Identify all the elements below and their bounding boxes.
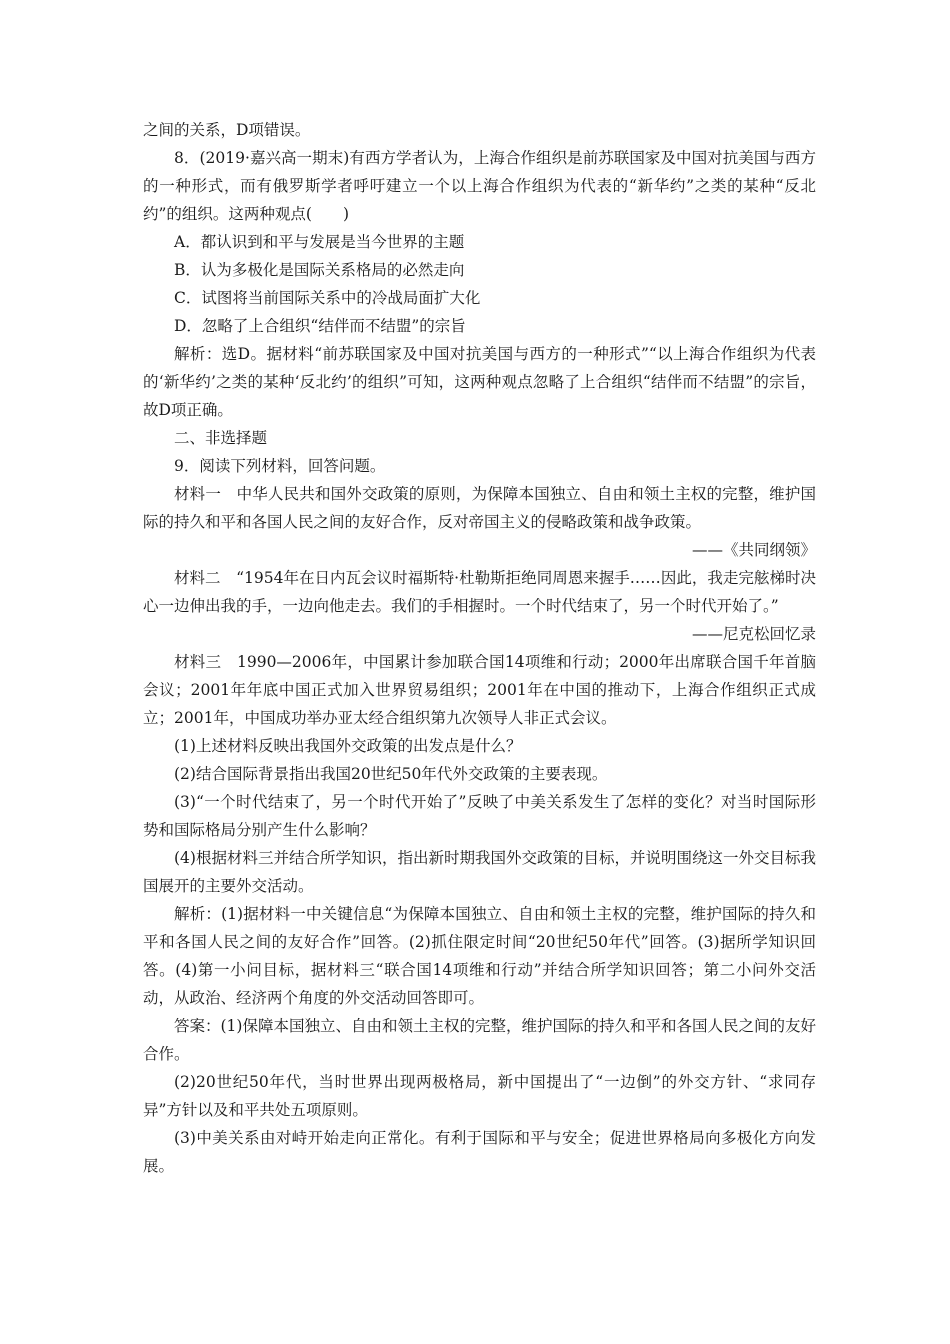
answer-2: (2)20世纪50年代，当时世界出现两极格局，新中国提出了“一边倒”的外交方针、“求同存异”方针以及和平共处五项原则。 xyxy=(143,1073,816,1119)
material-2-source: ——尼克松回忆录 xyxy=(691,625,816,643)
material-1-source: ——《共同纲领》 xyxy=(691,541,816,559)
question-9-stem: 9．阅读下列材料，回答问题。 xyxy=(174,457,386,475)
question-8-stem: 8．(2019·嘉兴高一期末)有西方学者认为，上海合作组织是前苏联国家及中国对抗美国与西方的一种形式，而有俄罗斯学者呼吁建立一个以上海合作组织为代表的“新华约”之类的某种“反北约”的组织。这两种观点( ) xyxy=(143,149,816,223)
material-3: 材料三 1990—2006年，中国累计参加联合国14项维和行动；2000年出席联合国千年首脑会议；2001年年底中国正式加入世界贸易组织；2001年在中国的推动下，上海合作组织正式成立；2001年，中国成功举办亚太经合组织第九次领导人非正式会议。 xyxy=(143,653,816,727)
question-8-option-a: A．都认识到和平与发展是当今世界的主题 xyxy=(174,233,465,251)
question-8-analysis: 解析：选D。据材料“前苏联国家及中国对抗美国与西方的一种形式”“以上海合作组织为代表的‘新华约’之类的某种‘反北约’的组织”可知，这两种观点忽略了上合组织“结伴而不结盟”的宗旨，故D项正确。 xyxy=(143,345,816,419)
prev-answer-tail: 之间的关系，D项错误。 xyxy=(143,121,311,139)
question-9-sub-4: (4)根据材料三并结合所学知识，指出新时期我国外交政策的目标，并说明围绕这一外交目标我国展开的主要外交活动。 xyxy=(143,849,816,895)
section-heading: 二、非选择题 xyxy=(174,429,268,447)
question-8-option-b: B．认为多极化是国际关系格局的必然走向 xyxy=(174,261,465,279)
answer-3: (3)中美关系由对峙开始走向正常化。有利于国际和平与安全；促进世界格局向多极化方向发展。 xyxy=(143,1129,816,1175)
question-9-sub-3: (3)“一个时代结束了，另一个时代开始了”反映了中美关系发生了怎样的变化？对当时国际形势和国际格局分别产生什么影响？ xyxy=(143,793,816,839)
question-9-analysis: 解析：(1)据材料一中关键信息“为保障本国独立、自由和领土主权的完整，维护国际的持久和平和各国人民之间的友好合作”回答。(2)抓住限定时间“20世纪50年代”回答。(3)据所学知识回答。(4)第一小问目标，据材料三“联合国14项维和行动”并结合所学知识回答；第二小问外交活动，从政治、经济两个角度的外交活动回答即可。 xyxy=(143,905,816,1007)
question-8-option-d: D．忽略了上合组织“结伴而不结盟”的宗旨 xyxy=(174,317,466,335)
question-9-sub-1: (1)上述材料反映出我国外交政策的出发点是什么？ xyxy=(174,737,522,755)
material-2: 材料二 “1954年在日内瓦会议时福斯特·杜勒斯拒绝同周恩来握手……因此，我走完舷梯时决心一边伸出我的手，一边向他走去。我们的手相握时。一个时代结束了，另一个时代开始了。” xyxy=(143,569,816,615)
document-body xyxy=(143,116,816,1180)
question-9-sub-2: (2)结合国际背景指出我国20世纪50年代外交政策的主要表现。 xyxy=(174,765,608,783)
question-8-option-c: C．试图将当前国际关系中的冷战局面扩大化 xyxy=(174,289,481,307)
material-1: 材料一 中华人民共和国外交政策的原则，为保障本国独立、自由和领土主权的完整，维护国际的持久和平和各国人民之间的友好合作，反对帝国主义的侵略政策和战争政策。 xyxy=(143,485,816,531)
answer-1: 答案：(1)保障本国独立、自由和领土主权的完整，维护国际的持久和平和各国人民之间的友好合作。 xyxy=(143,1017,816,1063)
